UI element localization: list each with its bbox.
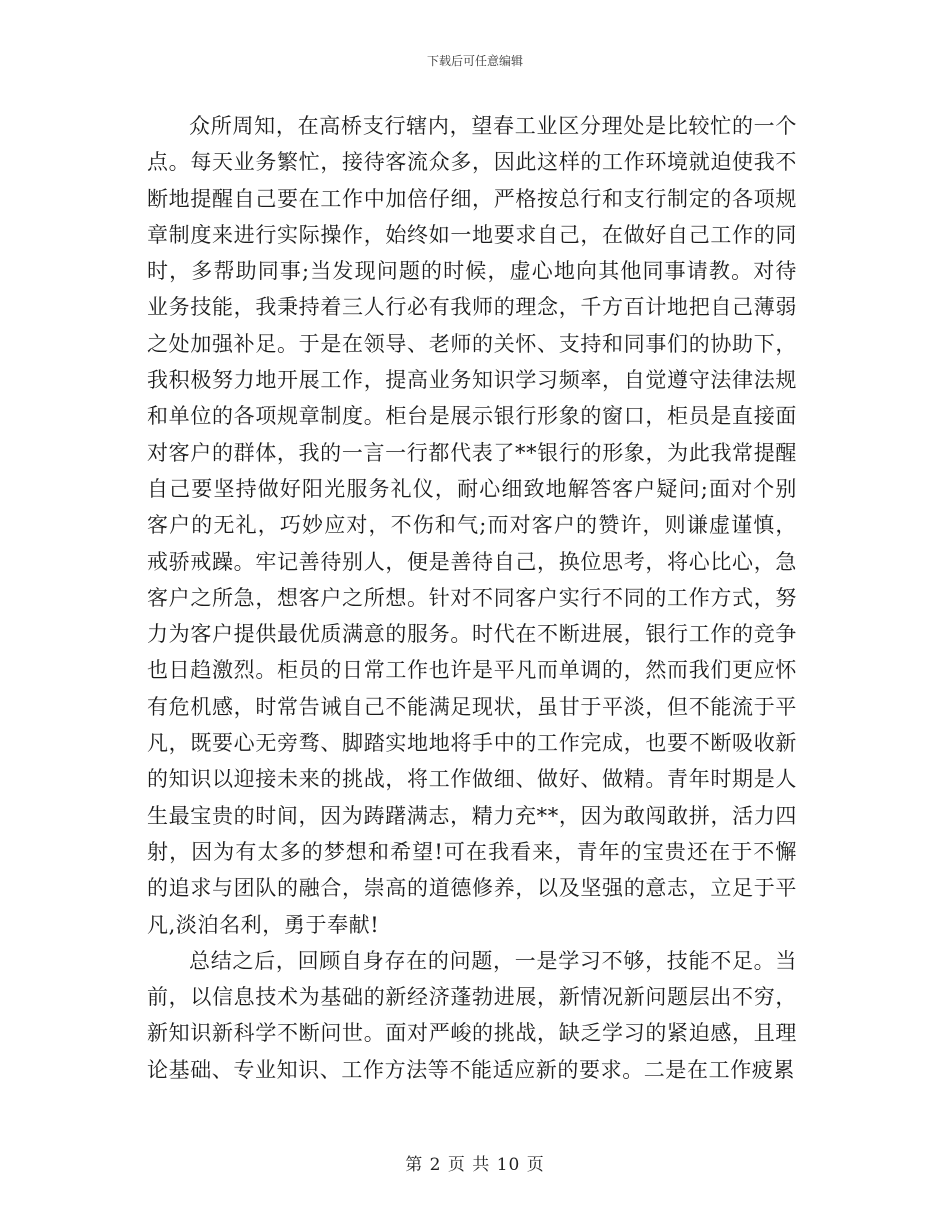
document-body <box>147 108 797 1088</box>
page-header-note: 下载后可任意编辑 <box>426 54 523 68</box>
page-number-footer: 第 2 页 共 10 页 <box>405 1155 545 1175</box>
paragraph-2: 总结之后，回顾自身存在的问题，一是学习不够，技能不足。当前，以信息技术为基础的新经济蓬勃进展，新情况新问题层出不穷，新知识新科学不断问世。面对严峻的挑战，缺乏学习的紧迫感，且理论基础、专业知识、工作方法等不能适应新的要求。二是在工作疲累 <box>147 948 797 1082</box>
paragraph-1: 众所周知，在高桥支行辖内，望春工业区分理处是比较忙的一个点。每天业务繁忙，接待客流众多，因此这样的工作环境就迫使我不断地提醒自己要在工作中加倍仔细，严格按总行和支行制定的各项规章制度来进行实际操作，始终如一地要求自己，在做好自己工作的同时，多帮助同事;当发现问题的时候，虚心地向其他同事请教。对待业务技能，我秉持着三人行必有我师的理念，千方百计地把自己薄弱之处加强补足。于是在领导、老师的关怀、支持和同事们的协助下，我积极努力地开展工作，提高业务知识学习频率，自觉遵守法律法规和单位的各项规章制度。柜台是展示银行形象的窗口，柜员是直接面对客户的群体，我的一言一行都代表了**银行的形象，为此我常提醒自己要坚持做好阳光服务礼仪，耐心细致地解答客户疑问;面对个别客户的无礼，巧妙应对，不伤和气;而对客户的赞许，则谦虚谨慎，戒骄戒躁。牢记善待别人，便是善待自己，换位思考，将心比心，急客户之所急，想客户之所想。针对不同客户实行不同的工作方式，努力为客户提供最优质满意的服务。时代在不断进展，银行工作的竞争也日趋激烈。柜员的日常工作也许是平凡而单调的，然而我们更应怀有危机感，时常告诫自己不能满足现状，虽甘于平淡，但不能流于平凡，既要心无旁骛、脚踏实地地将手中的工作完成，也要不断吸收新的知识以迎接未来的挑战，将工作做细、做好、做精。青年时期是人生最宝贵的时间，因为踌躇满志，精力充**，因为敢闯敢拼，活力四射，因为有太多的梦想和希望!可在我看来，青年的宝贵还在于不懈的追求与团队的融合，崇高的道德修养，以及坚强的意志，立足于平凡,淡泊名利，勇于奉献! <box>147 114 797 937</box>
